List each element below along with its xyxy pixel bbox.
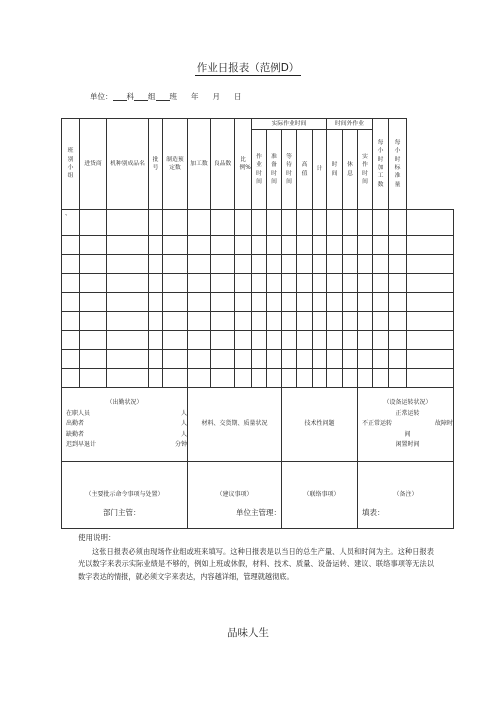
table-cell [358,293,373,312]
table-cell [235,331,252,350]
table-cell [267,350,282,369]
header-group-actual: 实际作业时间 [252,119,327,130]
table-cell [313,331,327,350]
table-cell [373,369,389,388]
table-cell [297,210,313,236]
table-cell [343,274,358,293]
header-zhunbei: 准备时间 [267,130,282,210]
table-cell [407,255,454,274]
table-cell [188,312,211,331]
table-cell [62,312,80,331]
table-cell [358,274,373,293]
table-cell [282,312,297,331]
table-cell [358,210,373,236]
header-shijian: 时间 [327,130,343,210]
table-cell [252,255,267,274]
table-cell [373,255,389,274]
table-cell [373,293,389,312]
table-cell [149,236,163,255]
header-zuoye: 作业时间 [252,130,267,210]
table-row [62,274,454,293]
table-body [62,210,454,388]
header-gaojia: 高值 [297,130,313,210]
remark-box: （备注） [358,462,454,529]
table-cell [62,350,80,369]
table-cell [188,210,211,236]
table-cell [407,350,454,369]
unit-head-label: 单位主管理： [236,508,281,517]
table-cell [211,350,235,369]
table-cell [80,350,107,369]
table-cell [282,369,297,388]
unit-line: 单位： 科 组 班 年 月 日 [90,92,242,101]
header-banbie: 班别小组 [62,119,80,210]
table-cell [211,274,235,293]
table-cell [267,293,282,312]
table-cell [313,350,327,369]
table-cell [267,331,282,350]
attendance-title: （出勤状况） [106,399,143,407]
table-cell [358,312,373,331]
table-cell [373,210,389,236]
header-jinhuoshang: 进货商 [80,119,107,210]
table-cell [343,331,358,350]
table-cell [343,236,358,255]
table-cell [267,255,282,274]
table-cell [358,369,373,388]
table-cell [313,255,327,274]
table-cell [62,236,80,255]
header-liangpin: 良品数 [211,119,235,210]
table-cell [267,210,282,236]
header-ji: 计 [313,130,327,210]
table-cell [235,274,252,293]
table-cell [407,312,454,331]
table-row [62,255,454,274]
table-cell [252,312,267,331]
table-cell [389,255,407,274]
table-cell [389,369,407,388]
attendance-box: （出勤状况） 在职人员 人 出勤者 人 缺勤者 人 迟到早退计 分钟 [62,388,188,462]
table-cell [282,274,297,293]
table-cell [235,236,252,255]
table-cell [235,312,252,331]
table-cell [267,274,282,293]
table-cell [327,331,343,350]
table-cell [313,236,327,255]
table-cell [297,331,313,350]
table-cell [297,350,313,369]
table-cell [358,255,373,274]
header-jiagong: 加工数 [188,119,211,210]
table-cell [389,236,407,255]
table-cell [313,369,327,388]
table-cell [188,350,211,369]
table-cell [407,236,454,255]
table-cell [373,236,389,255]
table-cell [389,350,407,369]
table-row [62,293,454,312]
table-cell [188,369,211,388]
table-cell [149,350,163,369]
header-jizhong: 机种别成品名 [107,119,149,210]
table-cell [282,255,297,274]
table-cell [107,210,149,236]
table-cell [313,293,327,312]
header-biaozhun: 每小时标准量 [389,119,407,210]
suggestion-box: （建议事项） [188,462,282,529]
table-cell [107,350,149,369]
table-cell [80,210,107,236]
table-cell [389,274,407,293]
table-cell [163,210,188,236]
table-cell [62,255,80,274]
table-cell [373,331,389,350]
table-row [62,369,454,388]
table-cell [282,210,297,236]
main-report-box: （主要批示命令事项与处置） [62,462,188,529]
table-cell [163,331,188,350]
table-cell [149,331,163,350]
table-cell [235,350,252,369]
table-cell [188,236,211,255]
table-cell [282,331,297,350]
table-cell [313,312,327,331]
table-cell [297,312,313,331]
table-cell [62,331,80,350]
table-cell [80,255,107,274]
table-cell [373,312,389,331]
table-cell [252,350,267,369]
table-cell [343,210,358,236]
table-cell [358,331,373,350]
table-cell [211,293,235,312]
table-cell [80,274,107,293]
daily-report-table [61,118,454,529]
table-cell [343,255,358,274]
table-cell [343,350,358,369]
table-cell [149,369,163,388]
table-row [62,350,454,369]
table-cell [327,210,343,236]
tech-issue-box: 技术性问题 [282,388,358,462]
table-cell [389,312,407,331]
table-cell [407,331,454,350]
table-cell [252,293,267,312]
header-xiuxi: 休息 [343,130,358,210]
usage-body: 这张日报表必须由现场作业组或班来填写。这种日报表是以当日的总生产量、人员和时间为主。这种日报表光以数字来表示实际业绩是不够的，例如上班或休假，材料、技术、质量、设备运转、建议、联络事项等无法以数字表达的情报，就必须文字来表达，内容越详细，管理就越彻底。 [78,547,434,581]
dept-head-label: 部门主管： [103,508,141,517]
footer-motto: 品味人生 [227,627,269,639]
contact-box: （联络事项） [282,462,358,529]
table-cell [235,210,252,236]
table-cell [211,369,235,388]
table-cell [80,369,107,388]
table-cell [407,274,454,293]
header-meixiaoshi: 每小时加工数 [373,119,389,210]
table-cell [252,331,267,350]
table-cell [327,255,343,274]
table-cell [163,369,188,388]
table-cell [297,236,313,255]
table-cell [267,312,282,331]
filler-label: 填表： [362,508,385,517]
table-cell [252,274,267,293]
table-cell [163,255,188,274]
table-cell [80,312,107,331]
equipment-box: （设备运转状况） 正常运转 不正常运转 故障时 间 闲置时间 [358,388,454,462]
table-cell [313,210,327,236]
table-cell [80,331,107,350]
table-row [62,210,454,236]
table-cell [407,210,454,236]
table-cell [163,312,188,331]
table-cell [149,274,163,293]
table-cell [389,331,407,350]
table-cell [149,312,163,331]
table-cell [107,331,149,350]
table-cell [327,293,343,312]
table-cell [149,255,163,274]
table-cell [297,255,313,274]
table-cell [407,293,454,312]
table-cell [80,236,107,255]
table-cell [149,293,163,312]
material-box: 材料、交货期、质量状况 [188,388,282,462]
table-cell [62,369,80,388]
table-cell [389,210,407,236]
table-cell [327,274,343,293]
table-cell [313,274,327,293]
table-cell [107,236,149,255]
table-cell [358,236,373,255]
table-cell [252,369,267,388]
table-cell [211,236,235,255]
header-zhizao: 制造预定数 [163,119,188,210]
table-cell [80,293,107,312]
table-cell [163,236,188,255]
table-cell [358,350,373,369]
table-cell [188,274,211,293]
table-cell [373,274,389,293]
table-cell [62,293,80,312]
table-cell [282,350,297,369]
table-cell [267,369,282,388]
table-row [62,331,454,350]
table-cell [327,350,343,369]
table-cell [62,274,80,293]
table-cell [211,331,235,350]
table-cell [107,293,149,312]
table-cell [107,312,149,331]
table-cell [107,255,149,274]
table-cell [235,255,252,274]
table-cell [373,350,389,369]
table-cell [188,255,211,274]
table-cell [211,255,235,274]
header-dengdai: 等待时间 [282,130,297,210]
table-cell [327,312,343,331]
table-cell [107,274,149,293]
header-group-outside: 时间外作业 [327,119,373,130]
table-cell [188,331,211,350]
table-cell [163,274,188,293]
table-cell [297,274,313,293]
table-cell [252,236,267,255]
form-title: 作业日报表（范例D） [196,62,300,74]
table-cell [297,293,313,312]
table-cell [235,369,252,388]
table-cell [327,369,343,388]
table-cell [163,293,188,312]
table-cell [235,293,252,312]
table-cell: 、 [62,210,80,236]
table-cell [297,369,313,388]
table-cell [211,312,235,331]
header-shizuo: 实作时间 [358,130,373,210]
usage-heading: 使用说明： [78,533,116,542]
table-row [62,236,454,255]
table-cell [327,236,343,255]
table-cell [188,293,211,312]
table-cell [343,293,358,312]
table-cell [252,210,267,236]
table-cell [149,210,163,236]
table-cell [407,369,454,388]
table-cell [389,293,407,312]
table-row [62,312,454,331]
table-cell [163,350,188,369]
table-cell [282,293,297,312]
table-cell [343,369,358,388]
table-cell [267,236,282,255]
table-cell [107,369,149,388]
header-bili: 比例% [235,119,252,210]
header-pihao: 批号 [149,119,163,210]
table-cell [343,312,358,331]
table-cell [282,236,297,255]
table-cell [211,210,235,236]
